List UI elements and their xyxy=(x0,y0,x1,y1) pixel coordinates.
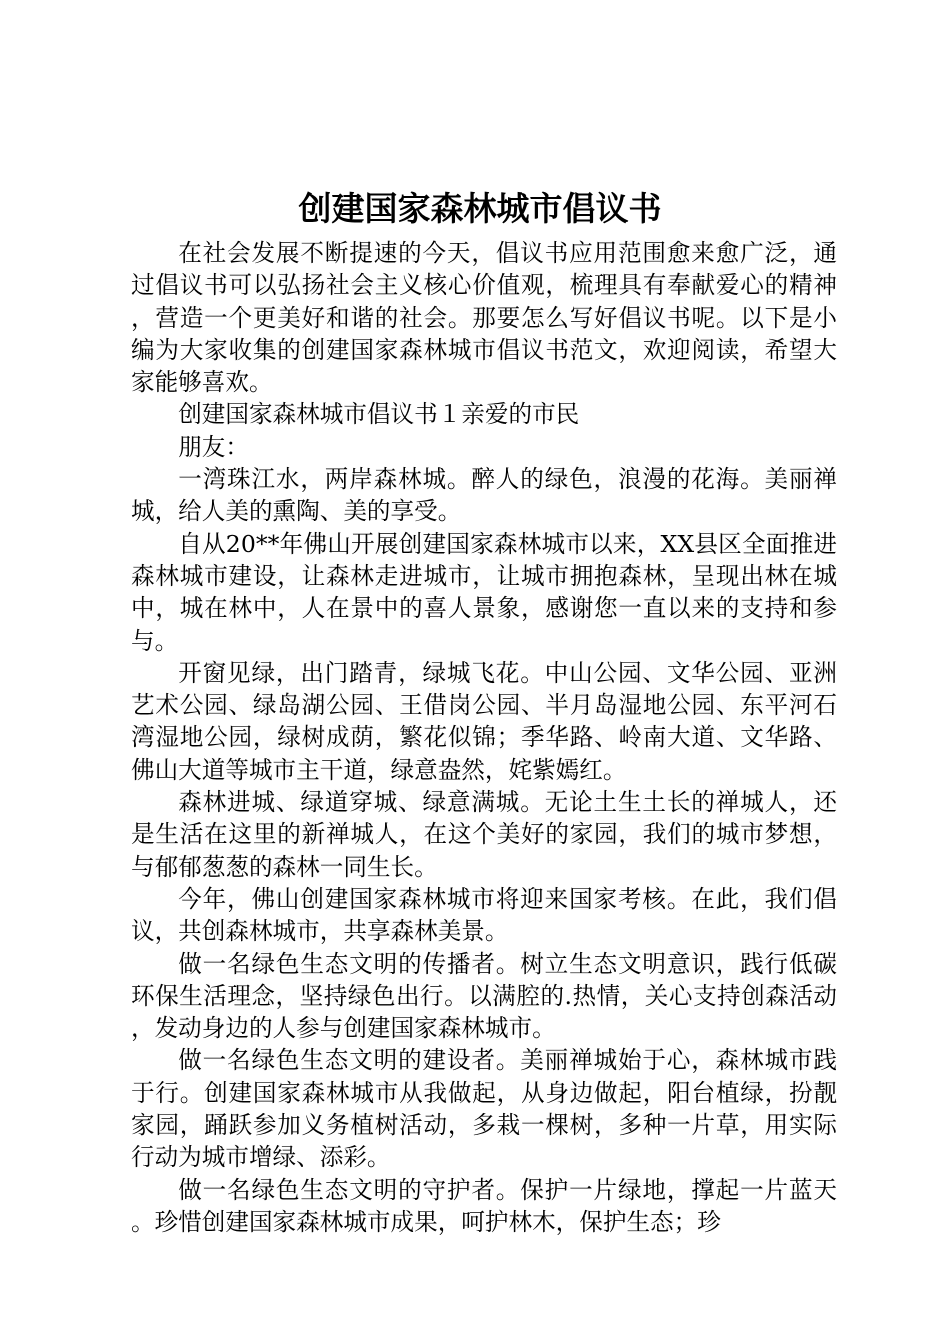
document-body xyxy=(131,237,837,1238)
paragraph: 开窗见绿，出门踏青，绿城飞花。中山公园、文华公园、亚洲艺术公园、绿岛湖公园、王借岗公园、半月岛湿地公园、东平河石湾湿地公园，绿树成荫，繁花似锦；季华路、岭南大道、文华路、佛山大道等城市主干道，绿意盎然，姹紫嫣红。 xyxy=(131,658,837,784)
paragraph-proposal: 做一名绿色生态文明的建设者。美丽禅城始于心，森林城市践于行。创建国家森林城市从我做起，从身边做起，阳台植绿，扮靓家园，踊跃参加义务植树活动，多栽一棵树，多种一片草，用实际行动为城市增绿、添彩。 xyxy=(131,1046,837,1172)
paragraph: 今年，佛山创建国家森林城市将迎来国家考核。在此，我们倡议，共创森林城市，共享森林美景。 xyxy=(131,884,837,946)
paragraph-heading-line: 创建国家森林城市倡议书１亲爱的市民 xyxy=(178,400,580,429)
paragraph-intro: 在社会发展不断提速的今天，倡议书应用范围愈来愈广泛，通过倡议书可以弘扬社会主义核心价值观，梳理具有奉献爱心的精神，营造一个更美好和谐的社会。那要怎么写好倡议书呢。以下是小编为大家收集的创建国家森林城市倡议书范文，欢迎阅读，希望大家能够喜欢。 xyxy=(131,239,837,397)
document-title: 创建国家森林城市倡议书 xyxy=(298,189,662,228)
paragraph-proposal: 做一名绿色生态文明的传播者。树立生态文明意识，践行低碳环保生活理念，坚持绿色出行。以满腔的.热情，关心支持创森活动，发动身边的人参与创建国家森林城市。 xyxy=(131,949,837,1043)
paragraph-salutation: 朋友： xyxy=(178,432,249,461)
paragraph: 一湾珠江水，两岸森林城。醉人的绿色，浪漫的花海。美丽禅城，给人美的熏陶、美的享受。 xyxy=(131,465,837,526)
paragraph: 自从20**年佛山开展创建国家森林城市以来，XX县区全面推进森林城市建设，让森林走进城市，让城市拥抱森林，呈现出林在城中，城在林中，人在景中的喜人景象，感谢您一直以来的支持和参与。 xyxy=(131,529,837,655)
paragraph: 森林进城、绿道穿城、绿意满城。无论土生土长的禅城人，还是生活在这里的新禅城人，在这个美好的家园，我们的城市梦想，与郁郁葱葱的森林一同生长。 xyxy=(131,788,837,881)
paragraph-proposal: 做一名绿色生态文明的守护者。保护一片绿地，撑起一片蓝天。珍惜创建国家森林城市成果，呵护林木，保护生态；珍 xyxy=(131,1175,837,1236)
